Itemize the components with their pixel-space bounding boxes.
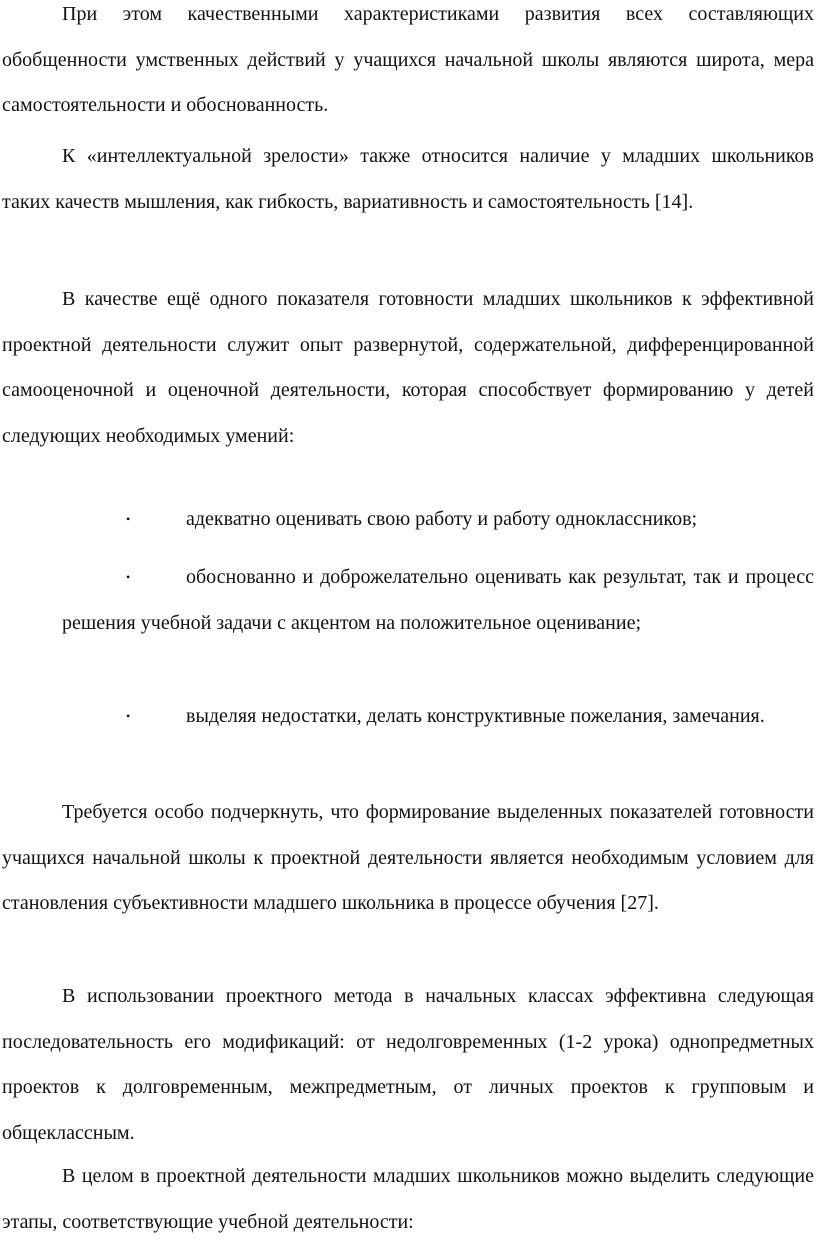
paragraph: К «интеллектуальной зрелости» также относится наличие у младших школьников таких качеств мышления, как гибкость, вариативность и самостоятельность [14]. [2, 145, 814, 213]
paragraph: В использовании проектного метода в начальных классах эффективна следующая последовательность его модификаций: от недолговременных (1-2 урока) однопредметных проектов к долговременным, межпредметным, от личных проектов к групповым и общеклассным. [2, 985, 814, 1144]
list-item [2, 555, 814, 646]
list-item [2, 694, 814, 740]
bullet-icon: • [126, 570, 131, 584]
bullet-icon: • [126, 709, 131, 723]
paragraph: В качестве ещё одного показателя готовности младших школьников к эффективной проектной деятельности служит опыт развернутой, содержательной, дифференцированной самооценочной и оценочной деятельности, которая способствует формированию у детей следующих необходимых умений: [2, 288, 814, 447]
paragraph: В целом в проектной деятельности младших школьников можно выделить следующие этапы, соответствующие учебной деятельности: [2, 1165, 814, 1233]
list-item [2, 497, 814, 543]
bullet-icon: • [126, 512, 131, 526]
list-item-text: обоснованно и доброжелательно оценивать как результат, так и процесс решения учебной задачи с акцентом на положительное оценивание; [62, 566, 814, 634]
list-item-text: выделяя недостатки, делать конструктивные пожелания, замечания. [186, 705, 765, 727]
paragraph: Требуется особо подчеркнуть, что формирование выделенных показателей готовности учащихся начальной школы к проектной деятельности является необходимым условием для становления субъективности младшего школьника в процессе обучения [27]. [2, 801, 814, 915]
list-item-text: адекватно оценивать свою работу и работу одноклассников; [186, 508, 698, 530]
paragraph: При этом качественными характеристиками развития всех составляющих обобщенности умственных действий у учащихся начальной школы являются широта, мера самостоятельности и обоснованность. [2, 3, 814, 117]
